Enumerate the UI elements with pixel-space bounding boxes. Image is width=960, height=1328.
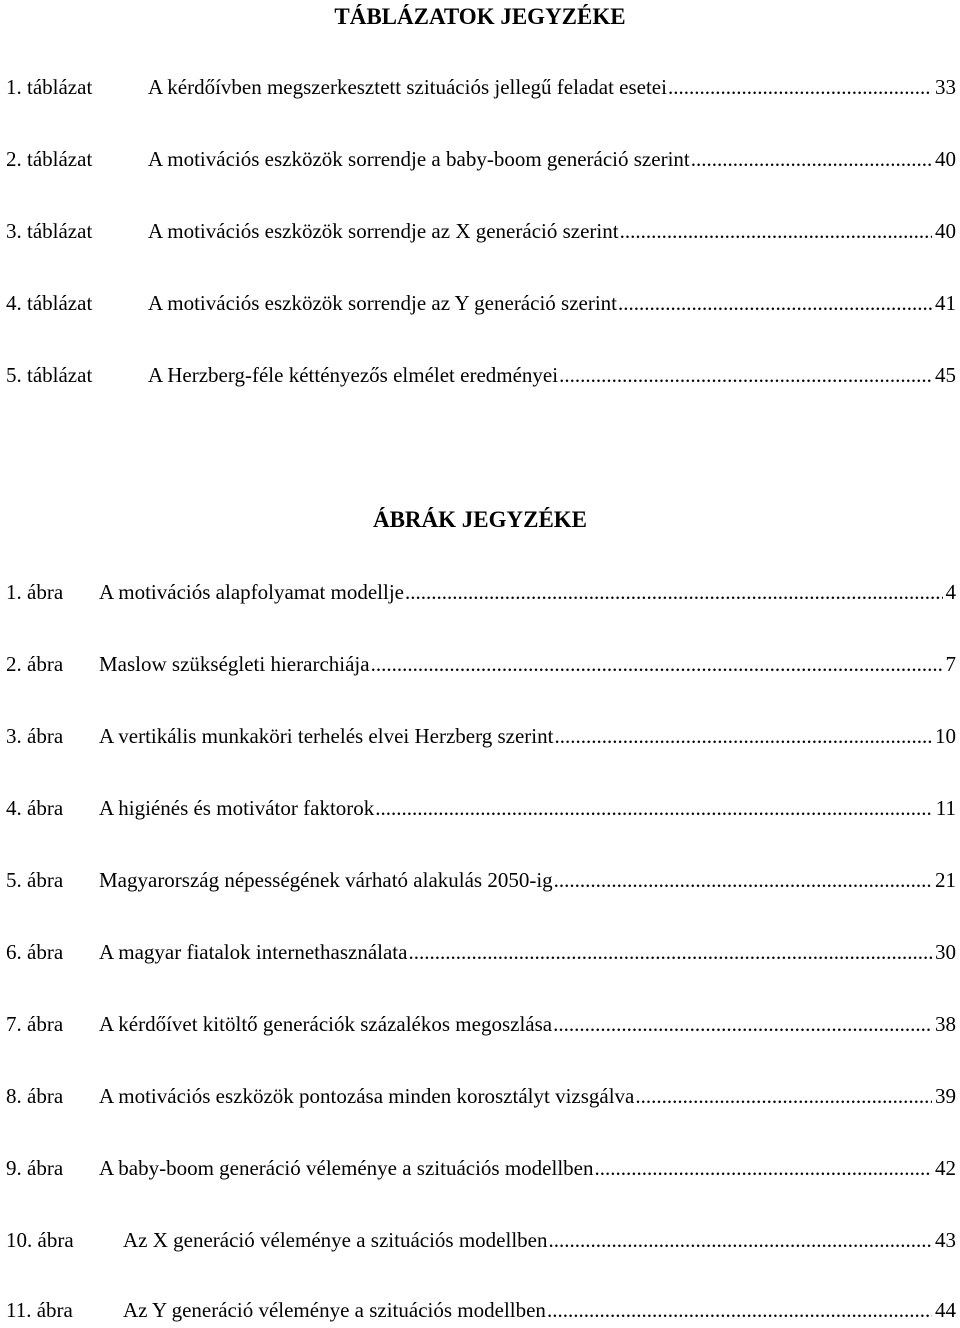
dot-leader	[408, 936, 932, 968]
table-entry-title: A motivációs eszközök sorrendje az X generáció szerint	[148, 219, 619, 243]
figure-entry-page: 30	[935, 940, 956, 964]
figure-entry-number: 8. ábra	[6, 1084, 64, 1108]
figure-entry-title: A motivációs alapfolyamat modellje	[99, 580, 405, 604]
table-entry-page: 40	[935, 147, 956, 171]
dot-leader	[691, 143, 932, 175]
figure-entry-number: 5. ábra	[6, 868, 64, 892]
figure-entry[interactable]	[6, 936, 956, 968]
figure-entry-number: 3. ábra	[6, 724, 64, 748]
table-entry[interactable]	[6, 71, 956, 103]
table-entry-number: 3. táblázat	[6, 219, 93, 243]
table-entry-number: 2. táblázat	[6, 147, 93, 171]
dot-leader	[553, 1008, 932, 1040]
figure-entry-page: 4	[945, 580, 956, 604]
table-entry[interactable]	[6, 215, 956, 247]
figure-entry-page: 11	[935, 796, 956, 820]
figure-entry-title: A higiénés és motivátor faktorok	[99, 796, 375, 820]
dot-leader	[547, 1294, 932, 1326]
table-entry-page: 41	[935, 291, 956, 315]
figure-entry-page: 7	[945, 652, 956, 676]
figure-entry-title: A baby-boom generáció véleménye a szituációs modellben	[99, 1156, 594, 1180]
figures-list-heading: ÁBRÁK JEGYZÉKE	[372, 507, 588, 532]
table-entry-number: 4. táblázat	[6, 291, 93, 315]
figure-entry-title: Maslow szükségleti hierarchiája	[99, 652, 370, 676]
figure-entry-title: Magyarország népességének várható alakulás 2050-ig	[99, 868, 553, 892]
dot-leader	[620, 215, 932, 247]
figure-entry[interactable]	[6, 1152, 956, 1184]
dot-leader	[559, 359, 932, 391]
figure-entry-title: Az X generáció véleménye a szituációs modellben	[123, 1228, 548, 1252]
table-entry-number: 1. táblázat	[6, 75, 93, 99]
figure-entry-number: 10. ábra	[6, 1228, 74, 1252]
figure-entry-title: A magyar fiatalok internethasználata	[99, 940, 408, 964]
dot-leader	[635, 1080, 932, 1112]
figure-entry-number: 1. ábra	[6, 580, 64, 604]
table-entry-title: A motivációs eszközök sorrendje az Y generáció szerint	[148, 291, 618, 315]
figure-entry-page: 21	[935, 868, 956, 892]
figure-entry-number: 9. ábra	[6, 1156, 64, 1180]
figure-entry[interactable]	[6, 864, 956, 896]
table-entry-title: A Herzberg-féle kéttényezős elmélet eredményei	[148, 363, 559, 387]
dot-leader	[554, 864, 932, 896]
figure-entry-page: 44	[935, 1298, 956, 1322]
figure-entry-number: 7. ábra	[6, 1012, 64, 1036]
figure-entry[interactable]	[6, 792, 956, 824]
table-entry-title: A kérdőívben megszerkesztett szituációs jellegű feladat esetei	[148, 75, 667, 99]
tables-list-heading: TÁBLÁZATOK JEGYZÉKE	[334, 4, 626, 29]
table-entry-page: 45	[935, 363, 956, 387]
figure-entry-page: 38	[935, 1012, 956, 1036]
figure-entry-title: A kérdőívet kitöltő generációk százalékos megoszlása	[99, 1012, 553, 1036]
figure-entry[interactable]	[6, 648, 956, 680]
figure-entry-number: 4. ábra	[6, 796, 64, 820]
figure-entry-page: 43	[935, 1228, 956, 1252]
dot-leader	[371, 648, 943, 680]
figure-entry-title: A vertikális munkaköri terhelés elvei Herzberg szerint	[99, 724, 554, 748]
dot-leader	[549, 1224, 933, 1256]
figure-entry[interactable]	[6, 1294, 956, 1326]
table-entry-title: A motivációs eszközök sorrendje a baby-boom generáció szerint	[148, 147, 690, 171]
table-entry-page: 33	[935, 75, 956, 99]
figure-entry-number: 11. ábra	[6, 1298, 73, 1322]
table-entry[interactable]	[6, 359, 956, 391]
figure-entry[interactable]	[6, 1224, 956, 1256]
figure-entry-title: Az Y generáció véleménye a szituációs modellben	[123, 1298, 546, 1322]
figure-entry-number: 6. ábra	[6, 940, 64, 964]
table-entry-page: 40	[935, 219, 956, 243]
table-entry[interactable]	[6, 287, 956, 319]
dot-leader	[595, 1152, 933, 1184]
figure-entry-number: 2. ábra	[6, 652, 64, 676]
dot-leader	[618, 287, 932, 319]
figure-entry-page: 39	[935, 1084, 956, 1108]
figure-entry[interactable]	[6, 1080, 956, 1112]
dot-leader	[554, 720, 932, 752]
figure-entry[interactable]	[6, 720, 956, 752]
table-entry[interactable]	[6, 143, 956, 175]
table-entry-number: 5. táblázat	[6, 363, 93, 387]
dot-leader	[668, 71, 932, 103]
figure-entry-page: 42	[935, 1156, 956, 1180]
figure-entry[interactable]	[6, 576, 956, 608]
figure-entry-page: 10	[935, 724, 956, 748]
dot-leader	[405, 576, 942, 608]
dot-leader	[375, 792, 932, 824]
figure-entry-title: A motivációs eszközök pontozása minden korosztályt vizsgálva	[99, 1084, 635, 1108]
figure-entry[interactable]	[6, 1008, 956, 1040]
